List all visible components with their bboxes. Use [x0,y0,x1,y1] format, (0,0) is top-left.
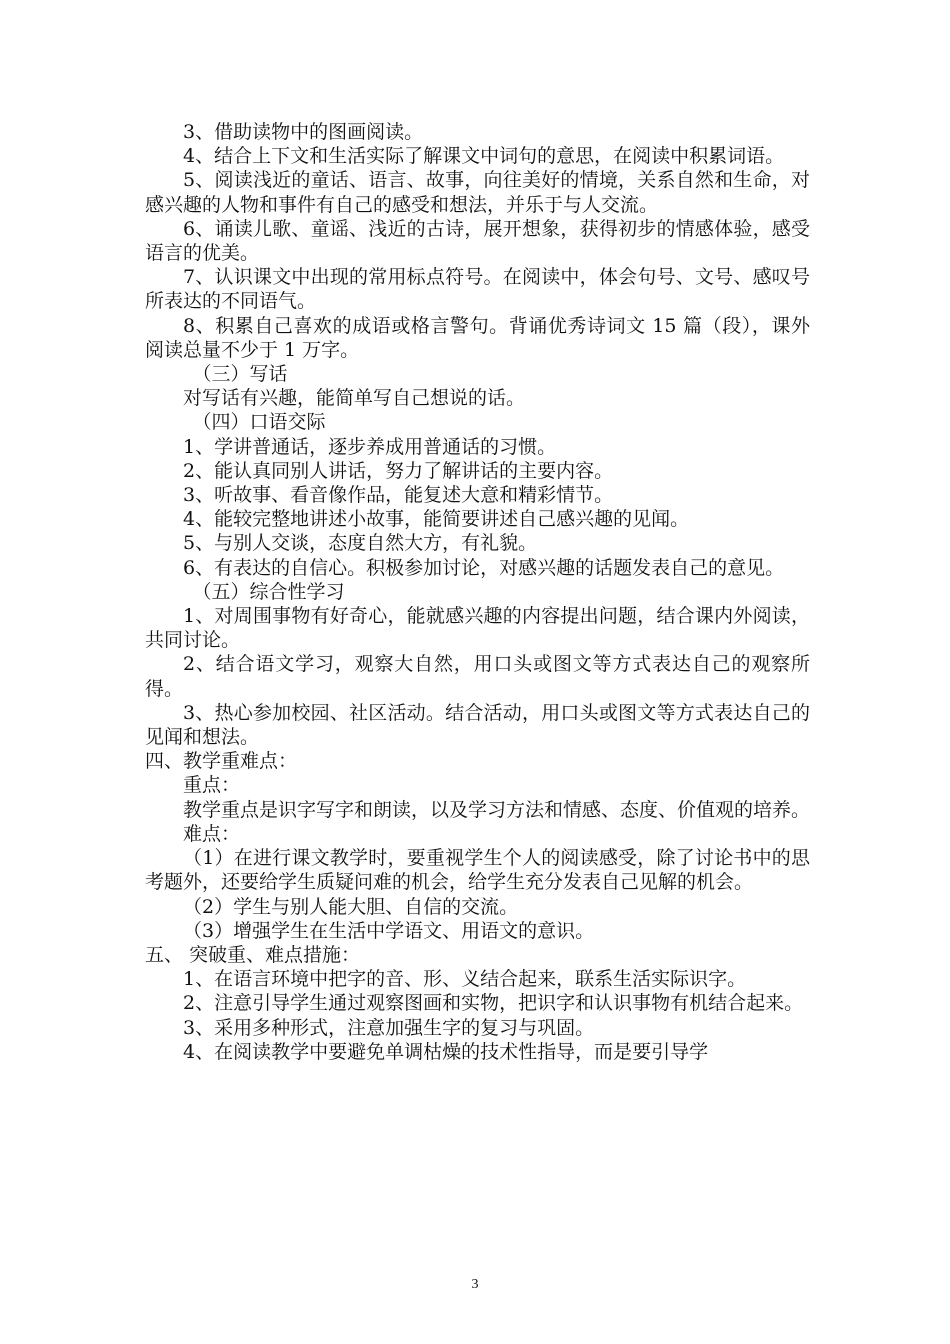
paragraph: （三）写话 [192,363,288,386]
paragraph: 4、在阅读教学中要避免单调枯燥的技术性指导，而是要引导学 [183,1040,709,1063]
paragraph: 对写话有兴趣，能简单写自己想说的话。 [183,387,526,410]
paragraph: 五、 突破重、难点措施： [145,943,361,966]
paragraph: 3、采用多种形式，注意加强生字的复习与巩固。 [183,1016,595,1039]
paragraph: 2、结合语文学习，观察大自然，用口头或图文等方式表达自己的观察所得。 [145,653,810,700]
paragraph: 1、对周围事物有好奇心，能就感兴趣的内容提出问题，结合课内外阅读，共同讨论。 [145,605,810,652]
paragraph: 1、在语言环境中把字的音、形、义结合起来，联系生活实际识字。 [183,968,747,991]
paragraph: 7、认识课文中出现的常用标点符号。在阅读中，体会句号、文号、感叹号所表达的不同语气。 [145,266,810,313]
paragraph: 难点： [183,822,241,845]
paragraph: 教学重点是识字写字和朗读，以及学习方法和情感、态度、价值观的培养。 [183,798,811,821]
paragraph: 8、积累自己喜欢的成语或格言警句。背诵优秀诗词文 15 篇（段），课外阅读总量不少于 1 万字。 [145,314,810,361]
paragraph: （四）口语交际 [192,411,326,434]
paragraph: 1、学讲普通话，逐步养成用普通话的习惯。 [183,435,557,458]
paragraph: 5、阅读浅近的童话、语言、故事，向往美好的情境，关系自然和生命，对感兴趣的人物和事件有自己的感受和想法，并乐于与人交流。 [145,169,810,216]
paragraph: 四、教学重难点： [145,750,298,773]
paragraph: 5、与别人交谈，态度自然大方，有礼貌。 [183,532,538,555]
paragraph: 3、听故事、看音像作品，能复述大意和精彩情节。 [183,484,614,507]
paragraph: 6、诵读儿歌、童谣、浅近的古诗，展开想象，获得初步的情感体验，感受语言的优美。 [145,217,810,265]
paragraph: 2、能认真同别人讲话，努力了解讲话的主要内容。 [183,459,614,482]
paragraph: 4、能较完整地讲述小故事，能简要讲述自己感兴趣的见闻。 [183,508,690,531]
paragraph: 6、有表达的自信心。积极参加讨论，对感兴趣的话题发表自己的意见。 [183,556,785,579]
paragraph: （1）在进行课文教学时，要重视学生个人的阅读感受，除了讨论书中的思考题外，还要给学生质疑问难的机会，给学生充分发表自己见解的机会。 [145,847,810,894]
paragraph: （3）增强学生在生活中学语文、用语文的意识。 [183,919,595,942]
paragraph: 2、注意引导学生通过观察图画和实物，把识字和认识事物有机结合起来。 [183,992,804,1015]
document-body [145,120,810,1064]
paragraph: 3、热心参加校园、社区活动。结合活动，用口头或图文等方式表达自己的见闻和想法。 [145,701,810,749]
page-number: 3 [471,1277,479,1292]
paragraph: （2）学生与别人能大胆、自信的交流。 [183,895,519,918]
paragraph: （五）综合性学习 [192,580,345,603]
paragraph: 4、结合上下文和生活实际了解课文中词句的意思，在阅读中积累词语。 [183,145,785,168]
paragraph: 重点： [183,774,241,797]
paragraph: 3、借助读物中的图画阅读。 [183,121,424,143]
